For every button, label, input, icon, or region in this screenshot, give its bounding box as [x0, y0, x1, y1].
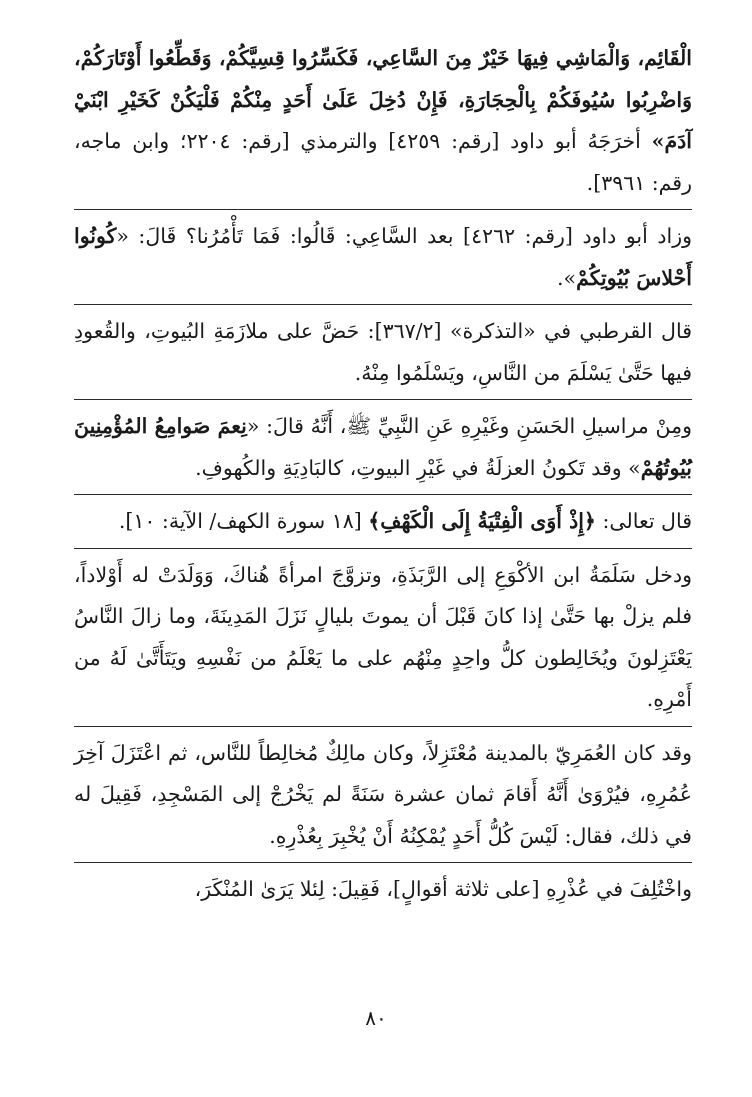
paragraph-end: ».	[557, 265, 577, 290]
quran-verse: ﴿إِذْ أَوَى الْفِتْيَةُ إِلَى الْكَهْفِ﴾	[368, 509, 596, 533]
paragraph-salama	[74, 555, 692, 721]
hadith-text: الْقَائِم، وَالْمَاشِي فِيهَا خَيْرٌ مِنَ السَّاعِي، فَكَسِّرُوا قِسِيَّكُمْ، وَقَطِّعُوا أَوْتَارَكُمْ، وَاضْرِبُوا سُيُوفَكُمْ بِالْحِجَارَةِ، فَإِنْ دُخِلَ عَلَىٰ أَحَدٍ مِنْكُمْ فَلْيَكُنْ كَخَيْرِ ابْنَيْ آدَمَ»	[74, 46, 692, 153]
paragraph-text: ودخل سَلَمَةُ ابن الأكْوَعِ إلى الرَّبَذَةِ، وتزوَّجَ امرأةً هُناكَ، وَوَلَدَتْ له أَوْلاداً، فلم يزلْ بها حَتَّىٰ إذا كانَ قَبْلَ أن يموتَ بليالٍ نَزَلَ المَدِينَةَ، وما زالَ النَّاسُ يَعْتَزِلونَ ويُخَالِطون كلُّ واحِدٍ مِنْهُم على ما يَعْلَمُ من نَفْسِهِ ويَتَأَتَّىٰ لَهُ من أَمْرِهِ.	[74, 562, 692, 711]
page-number: ٨٠	[365, 1006, 387, 1030]
hadith-source: أخرَجَهُ أبو داود [رقم: ٤٢٥٩] والترمذي [رقم: ٢٢٠٤؛ وابن ماجه، رقم: ٣٩٦١].	[74, 129, 692, 195]
paragraph-marasil	[74, 406, 692, 489]
separator-line	[74, 304, 692, 305]
separator-line	[74, 494, 692, 495]
paragraph-quran-verse	[74, 501, 692, 543]
separator-line	[74, 726, 692, 727]
paragraph-ikhtilaf	[74, 869, 692, 911]
paragraph-hadith-end	[74, 38, 692, 204]
paragraph-text: قال القرطبي في «التذكرة» [٣٦٧/٢]: حَضَّ على ملازَمَةِ البُيوتِ، والقُعودِ فيها حَتَّىٰ يَسْلَمَ من النَّاسِ، ويَسْلَمُوا مِنْهُ.	[74, 319, 692, 385]
hadith-text: كُونُوا أَحْلاسَ بُيُوتِكُمْ	[74, 224, 692, 290]
page-body	[74, 38, 692, 911]
separator-line	[74, 209, 692, 210]
paragraph-text: وقد كان العُمَرِيّ بالمدينة مُعْتَزِلاً، وكان مالِكٌ مُخالِطاً للنَّاس، ثم اعْتَزَلَ آخِرَ عُمُرِهِ، فيُرْوَىٰ أَنَّهُ أَقامَ ثمان عشرة سَنَةً لم يَخْرُجْ إلى المَسْجِدِ، فَقِيلَ له في ذلك، فقال: لَيْسَ كُلُّ أَحَدٍ يُمْكِنُهُ أَنْ يُخْبِرَ بِعُذْرِهِ.	[74, 740, 692, 848]
paragraph-end: » وقد تَكونُ العزلَةُ في غَيْرِ البيوتِ، كالبَادِيَةِ والكُهوفِ.	[195, 455, 641, 480]
paragraph-text: ومِنْ مراسيلِ الحَسَنِ وغَيْرِهِ عَنِ النَّبِيِّ ﷺ، أَنَّهُ قالَ: «	[246, 414, 692, 438]
separator-line	[74, 862, 692, 863]
paragraph-qurtubi	[74, 311, 692, 394]
separator-line	[74, 548, 692, 549]
hadith-text: نِعمَ صَوامِعُ المُؤْمِنِينَ بُيُوتُهُمْ	[74, 414, 692, 480]
separator-line	[74, 399, 692, 400]
paragraph-text: قال تعالى:	[595, 509, 692, 533]
verse-reference: [١٨ سورة الكهف/ الآية: ١٠].	[118, 509, 369, 533]
paragraph-umari	[74, 733, 692, 858]
paragraph-abu-dawud	[74, 216, 692, 299]
paragraph-text: وزاد أبو داود [رقم: ٤٢٦٢] بعد السَّاعِي: قَالُوا: فَمَا تَأْمُرُنا؟ قَالَ: «	[116, 224, 693, 248]
paragraph-text: واخْتُلِفَ في عُذْرِهِ [على ثلاثة أقوالٍ]، فَقِيلَ: لِئلا يَرَىٰ المُنْكَرَ،	[194, 877, 692, 901]
